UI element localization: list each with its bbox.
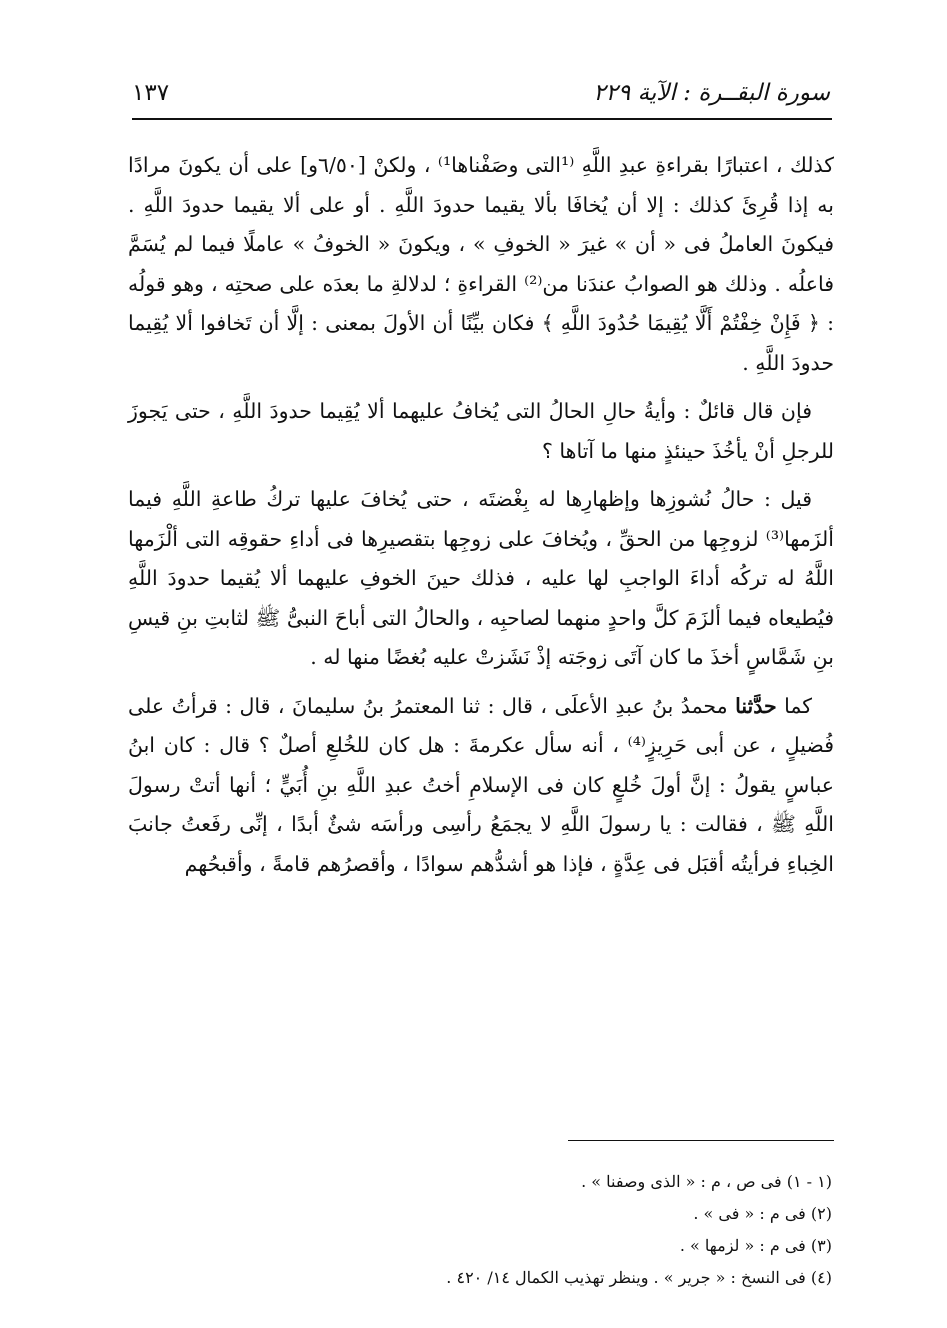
header-rule xyxy=(132,118,832,120)
paragraph-2: فإن قال قائلٌ : وأيةُ حالِ الحالُ التى يُخافُ عليهما ألا يُقِيما حدودَ اللَّهِ ، حتى يَجوزَ للرجلِ أنْ يأخُذَ حينئذٍ منها ما آتاها ؟ xyxy=(128,399,834,463)
paragraph-4-text: محمدُ بنُ عبدِ الأعلَى ، قال : ثنا المعتمرُ بنُ سليمانَ ، قال : قرأتُ على فُضيلٍ ، عن أبى حَرِيزٍ⁽⁴⁾ ، أنه سأل عكرمةَ : هل كان للخُلعِ أصلٌ ؟ قال : كان ابنُ عباسٍ يقولُ : إنَّ أولَ خُلعٍ كان فى الإسلامِ أختُ عبدِ اللَّهِ بنِ أُبَيٍّ ؛ أنها أتتْ رسولَ اللَّهِ ﷺ ، فقالت : يا رسولَ اللَّهِ لا يجمَعُ رأسِى ورأسَه شئٌ أبدًا ، إنِّى رفَعتُ جانبَ الخِباءِ فرأيتُه أقبَل فى عِدَّةٍ ، فإذا هو أشدُّهم سوادًا ، وأقصرُهم قامةً ، وأقبحُهم xyxy=(128,693,834,876)
footnotes xyxy=(132,1166,832,1294)
footnote-3: (٣) فى م : « لزمها » . xyxy=(679,1236,832,1255)
paragraph-3: قيل : حالُ نُشوزِها وإظهارِها له بِغْضتَه ، حتى يُخافَ عليها تركُ طاعةِ اللَّهِ فيما ألزَمها⁽³⁾ لزوجِها من الحقِّ ، ويُخافَ على زوجِها بتقصيرِها فى أداءِ حقوقِه التى ألْزَمها اللَّهُ له تركُه أداءَ الواجبِ لها عليه ، فذلك حينَ الخوفِ عليهما ألا يُقيما حدودَ اللَّهِ فيُطيعاه فيما ألزَمَ كلَّ واحدٍ منهما لصاحبِه ، والحالُ التى أباحَ النبىُّ ﷺ لثابتِ بنِ قيسِ بنِ شَمَّاسٍ أخذَ ما كان آتَى زوجَته إذْ نَشَزتْ عليه بُغضًا منها له . xyxy=(128,487,834,669)
footnote-rule xyxy=(568,1140,834,1141)
footnote-2: (٢) فى م : « فى » . xyxy=(693,1204,832,1223)
main-text xyxy=(128,146,834,893)
footnote-1: (١ - ١) فى ص ، م : « الذى وصفنا » . xyxy=(581,1172,832,1191)
paragraph-1: كذلك ، اعتبارًا بقراءةِ عبدِ اللَّهِ ⁽¹التى وصَفْناها¹⁾ ، ولكنْ [٦/٥٠و] على أن يكونَ مرادًا به إذا قُرِئَ كذلك : إلا أن يُخافَا بألا يقيما حدودَ اللَّهِ . أو على ألا يقيما حدودَ اللَّهِ . فيكونَ العاملُ فى « أن » غيرَ « الخوفِ » ، ويكونَ « الخوفُ » عاملًا فيما لم يُسَمَّ فاعلُه . وذلك هو الصوابُ عندَنا من⁽²⁾ القراءةِ ؛ لدلالةِ ما بعدَه على صحتِه ، وهو قولُه : ﴿ فَإِنْ خِفْتُمْ أَلَّا يُقِيمَا حُدُودَ اللَّهِ ﴾ فكان بيِّنًا أن الأولَ بمعنى : إلَّا أن تَخافوا ألا يُقِيما حدودَ اللَّهِ . xyxy=(128,153,834,375)
page-header xyxy=(132,62,830,106)
footnote-4: (٤) فى النسخ : « جرير » . وينظر تهذيب الكمال ١٤/ ٤٢٠ . xyxy=(446,1268,832,1287)
running-title: سورة البقــرة : الآية ٢٢٩ xyxy=(593,80,830,106)
paragraph-4-bold-word: حدَّثنا xyxy=(735,693,777,718)
paragraph-4 xyxy=(128,687,834,885)
paragraph-4-lead: كما xyxy=(776,693,812,718)
page-number: ١٣٧ xyxy=(132,80,170,106)
